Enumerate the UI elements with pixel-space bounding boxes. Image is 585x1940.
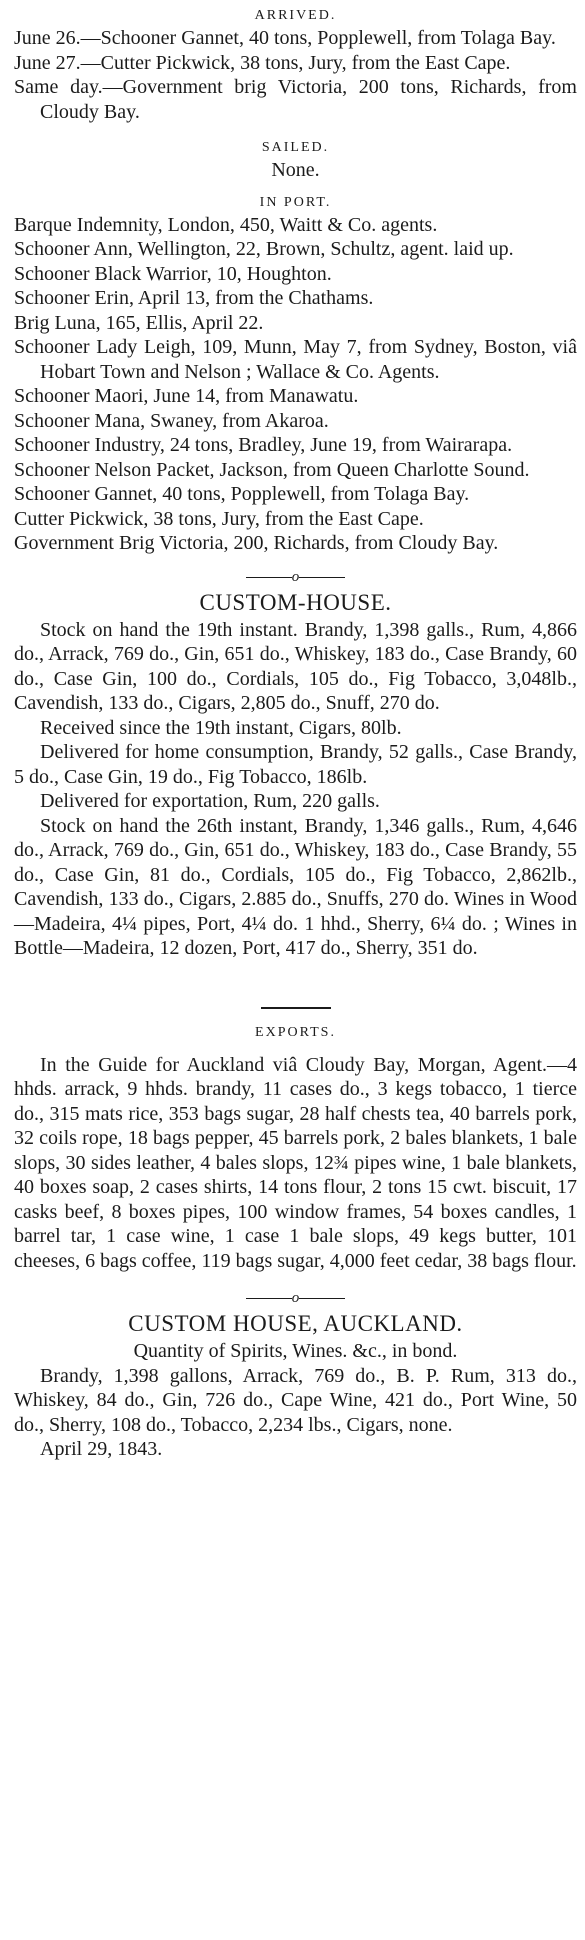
sailed-heading: SAILED. <box>261 140 330 155</box>
auckland-paragraph: Brandy, 1,398 gallons, Arrack, 769 do., B. P. Rum, 313 do., Whiskey, 84 do., Gin, 726 do., Cape Wine, 421 do., Port Wine, 50 do., Sherry, 108 do., Tobacco, 2,234 lbs., Cigars, none. <box>14 1364 577 1436</box>
in-port-entry: Brig Luna, 165, Ellis, April 22. <box>14 311 264 334</box>
section-divider <box>14 566 577 588</box>
in-port-entry: Schooner Nelson Packet, Jackson, from Queen Charlotte Sound. <box>14 458 530 481</box>
custom-house-heading: CUSTOM-HOUSE. <box>199 589 392 615</box>
in-port-entry: Cutter Pickwick, 38 tons, Jury, from the East Cape. <box>14 507 424 530</box>
auckland-date: April 29, 1843. <box>40 1438 163 1460</box>
in-port-entry: Schooner Industry, 24 tons, Bradley, June 19, from Wairarapa. <box>14 434 513 456</box>
custom-house-paragraph: Stock on hand the 26th instant, Brandy, 1,346 galls., Rum, 4,646 do., Arrack, 769 do., Gin, 651 do., Whiskey, 183 do., Case Brandy, 55 do., Case Gin, 81 do., Cordials, 105 do., Fig Tobacco, 2,862lb., Cavendish, 133 do., Cigars, 2.885 do., Snuffs, 270 do. Wines in Wood—Madeira, 4¼ pipes, Port, 4¼ do. 1 hhd., Sherry, 6¼ do. ; Wines in Bottle—Madeira, 12 dozen, Port, 417 do., Sherry, 351 do. <box>14 814 577 959</box>
in-port-entry: Schooner Lady Leigh, 109, Munn, May 7, from Sydney, Boston, viâ Hobart Town and Nelson ; Wallace & Co. Agents. <box>14 336 577 383</box>
in-port-heading: IN PORT. <box>259 194 332 210</box>
in-port-entry: Schooner Black Warrior, 10, Houghton. <box>14 262 332 285</box>
custom-house-paragraph: Delivered for exportation, Rum, 220 galls. <box>40 790 380 812</box>
in-port-entry: Government Brig Victoria, 200, Richards, from Cloudy Bay. <box>14 532 499 554</box>
arrived-heading: ARRIVED. <box>254 8 337 23</box>
divider-mark: o <box>291 568 300 585</box>
in-port-entry: Schooner Gannet, 40 tons, Popplewell, from Tolaga Bay. <box>14 483 470 505</box>
exports-paragraph: In the Guide for Auckland viâ Cloudy Bay, Morgan, Agent.—4 hhds. arrack, 9 hhds. brandy, 11 cases do., 3 kegs tobacco, 1 tierce do., 315 mats rice, 353 bags sugar, 28 half chests tea, 40 barrels pork, 32 coils rope, 18 bags pepper, 45 barrels pork, 2 bales blankets, 1 bale slops, 30 sides leather, 4 bales slops, 12¾ pipes wine, 1 bale blankets, 40 boxes soap, 2 cases shirts, 14 tons flour, 2 tons 15 cwt. biscuit, 17 casks beef, 8 boxes pipes, 100 window frames, 54 boxes candles, 1 barrel tar, 1 case wine, 1 case 1 bale slops, 49 kegs butter, 101 cheeses, 6 bags coffee, 119 bags sugar, 4,000 feet cedar, 38 bags flour. <box>14 1053 577 1272</box>
sailed-text: None. <box>271 159 320 181</box>
in-port-entry: Schooner Ann, Wellington, 22, Brown, Schultz, agent. laid up. <box>14 238 514 260</box>
arrived-entry: Same day.—Government brig Victoria, 200 tons, Richards, from Cloudy Bay. <box>14 76 577 123</box>
auckland-subheading: Quantity of Spirits, Wines. &c., in bond. <box>133 1340 458 1362</box>
custom-house-paragraph: Received since the 19th instant, Cigars, 80lb. <box>40 716 402 739</box>
divider-mark: o <box>291 1290 300 1306</box>
in-port-entry: Schooner Mana, Swaney, from Akaroa. <box>14 409 329 432</box>
in-port-entry: Barque Indemnity, London, 450, Waitt & Co. agents. <box>14 213 438 236</box>
custom-house-paragraph: Delivered for home consumption, Brandy, 52 galls., Case Brandy, 5 do., Case Gin, 19 do., Fig Tobacco, 186lb. <box>14 741 577 788</box>
in-port-entry: Schooner Maori, June 14, from Manawatu. <box>14 385 359 407</box>
arrived-entry: June 26.—Schooner Gannet, 40 tons, Popplewell, from Tolaga Bay. <box>14 27 556 49</box>
section-divider <box>14 1287 577 1309</box>
section-rule <box>261 1007 331 1009</box>
custom-house-paragraph: Stock on hand the 19th instant. Brandy, 1,398 galls., Rum, 4,866 do., Arrack, 769 do., Gin, 651 do., Whiskey, 183 do., Case Brandy, 60 do., Case Gin, 100 do., Cordials, 105 do., Fig Tobacco, 3,048lb., Cavendish, 133 do., Cigars, 2,805 do., Snuff, 270 do. <box>14 618 577 714</box>
exports-heading: EXPORTS. <box>255 1024 336 1040</box>
arrived-entry: June 27.—Cutter Pickwick, 38 tons, Jury, from the East Cape. <box>14 51 511 74</box>
auckland-heading: CUSTOM HOUSE, AUCKLAND. <box>128 1311 463 1336</box>
in-port-entry: Schooner Erin, April 13, from the Chathams. <box>14 287 374 309</box>
